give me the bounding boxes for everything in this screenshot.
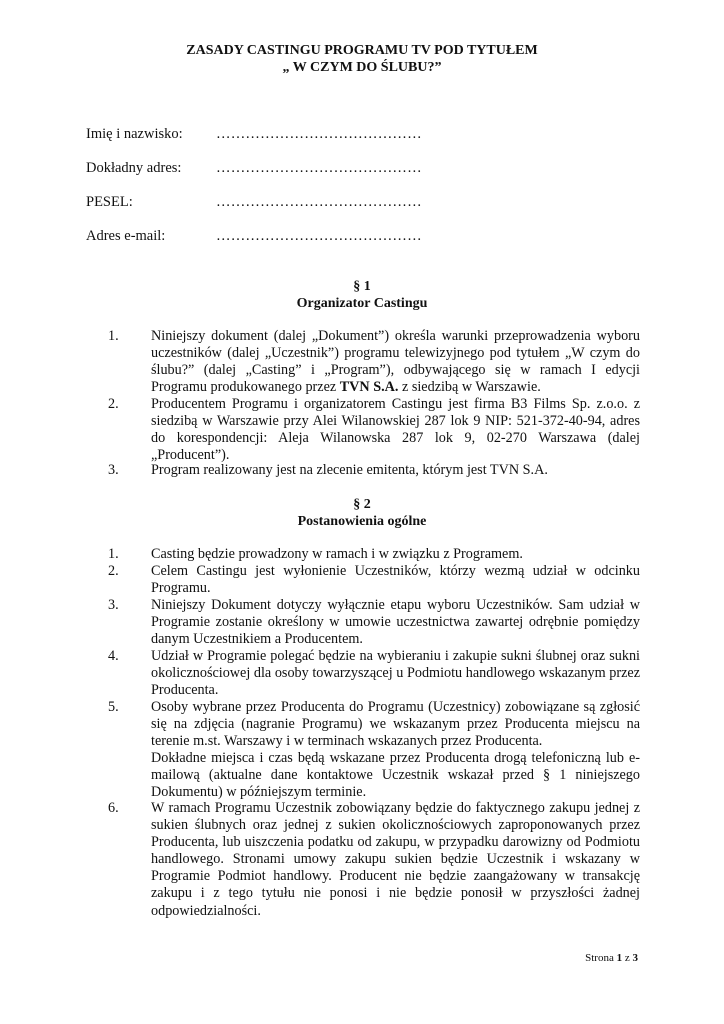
item-text: W ramach Programu Uczestnik zobowiązany będzie do faktycznego zakupu jednej z sukien ślubnych oraz jednej z sukien okolicznościowych zaproponowanych przez Producenta, lub uiszczenia podatku od zakupu, w przypadku darowizny od Podmiotu handlowego. Stronami umowy zakupu sukien będzie Uczestnik i wskazany w Programie Podmiot handlowy. Producent nie będzie zaangażowany w transakcję zakupu i z tego tytułu nie ponosi i nie będzie ponosił w przyszłości żadnej odpowiedzialności. — [151, 800, 640, 919]
list-item — [100, 648, 640, 699]
list-item — [100, 699, 640, 802]
field-address — [86, 160, 422, 177]
list-item — [100, 328, 640, 396]
item-continuation: Dokładne miejsca i czas będą wskazane przez Producenta drogą telefoniczną lub e-mailową (aktualne dane kontaktowe Uczestnik wskazał przed § 1 niniejszego Dokumentu) w późniejszym terminie. — [151, 750, 640, 801]
item-number: 6. — [108, 800, 119, 816]
list-item — [100, 462, 640, 479]
item-number: 3. — [108, 462, 119, 478]
item-number: 2. — [108, 396, 119, 412]
field-blank: …………………………………… — [216, 160, 422, 176]
list-item — [100, 597, 640, 648]
item-text: Casting będzie prowadzony w ramach i w związku z Programem. — [151, 546, 523, 562]
field-email — [86, 228, 422, 245]
item-text: Niniejszy dokument (dalej „Dokument”) określa warunki przeprowadzenia wyboru uczestników (dalej „Uczestnik”) programu telewizyjnego pod tytułem „W czym do ślubu?” (dalej „Casting” i „Program”), odbywającego się w ramach I edycji Programu produkowanego przez TVN S.A. z siedzibą w Warszawie. — [151, 328, 640, 396]
item-number: 2. — [108, 563, 119, 579]
item-text: Celem Castingu jest wyłonienie Uczestników, którzy wezmą udział w odcinku Programu. — [151, 563, 640, 597]
item-text: Niniejszy Dokument dotyczy wyłącznie etapu wyboru Uczestników. Sam udział w Programie zostanie określony w umowie uczestnictwa zawartej odrębnie pomiędzy danym Uczestnikiem a Producentem. — [151, 597, 640, 648]
page-footer — [585, 952, 638, 965]
item-number: 5. — [108, 699, 119, 715]
field-label: Adres e-mail: — [86, 228, 166, 244]
title-line-2: „ W CZYM DO ŚLUBU?” — [282, 60, 442, 75]
section-1-title: Organizator Castingu — [296, 296, 428, 311]
footer-page-number: 1 — [616, 952, 623, 964]
title-line-1: ZASADY CASTINGU PROGRAMU TV POD TYTUŁEM — [186, 43, 538, 58]
section-1-number: § 1 — [353, 279, 371, 294]
item-text: Udział w Programie polegać będzie na wybieraniu i zakupie sukni ślubnej oraz sukni okolicznościowej dla osoby towarzyszącej u Podmiotu handlowego wskazanym przez Producenta. — [151, 648, 640, 699]
field-label: PESEL: — [86, 194, 133, 210]
item-text: Producentem Programu i organizatorem Castingu jest firma B3 Films Sp. z.o.o. z siedzibą w Warszawie przy Alei Wilanowskiej 287 lok 9 NIP: 521-372-40-94, adres do korespondencji: Aleja Wilanowska 287 lok 9, 02-270 Warszawa (dalej „Producent”). — [151, 396, 640, 464]
footer-separator: z — [624, 952, 630, 964]
field-blank: …………………………………… — [216, 228, 422, 244]
item-text: Osoby wybrane przez Producenta do Programu (Uczestnicy) zobowiązane są zgłosić się na zdjęcia (nagranie Programu) we wskazanym przez Producenta miejscu na terenie m.st. Warszawy i w terminach wskazanych przez Producenta. Dokładne miejsca i czas będą wskazane przez Producenta drogą telefoniczną lub e-mailową (aktualne dane kontaktowe Uczestnik wskazał przed § 1 niniejszego Dokumentu) w późniejszym terminie. — [151, 699, 640, 801]
item-number: 1. — [108, 546, 119, 562]
field-pesel — [86, 194, 422, 211]
field-label: Imię i nazwisko: — [86, 126, 183, 142]
field-blank: …………………………………… — [216, 194, 422, 210]
field-label: Dokładny adres: — [86, 160, 182, 176]
item-number: 3. — [108, 597, 119, 613]
list-item — [100, 800, 640, 920]
item-number: 1. — [108, 328, 119, 344]
item-number: 4. — [108, 648, 119, 664]
item-text: Program realizowany jest na zlecenie emitenta, którym jest TVN S.A. — [151, 462, 548, 478]
footer-prefix: Strona — [585, 952, 614, 964]
field-blank: …………………………………… — [216, 126, 422, 142]
section-2-title: Postanowienia ogólne — [297, 514, 427, 529]
list-item — [100, 563, 640, 597]
company-name: TVN S.A. — [339, 379, 399, 396]
field-name — [86, 126, 422, 143]
list-item — [100, 546, 640, 563]
document-title — [0, 42, 724, 76]
section-2-number: § 2 — [353, 497, 371, 512]
footer-page-total: 3 — [632, 952, 638, 964]
list-item — [100, 396, 640, 464]
